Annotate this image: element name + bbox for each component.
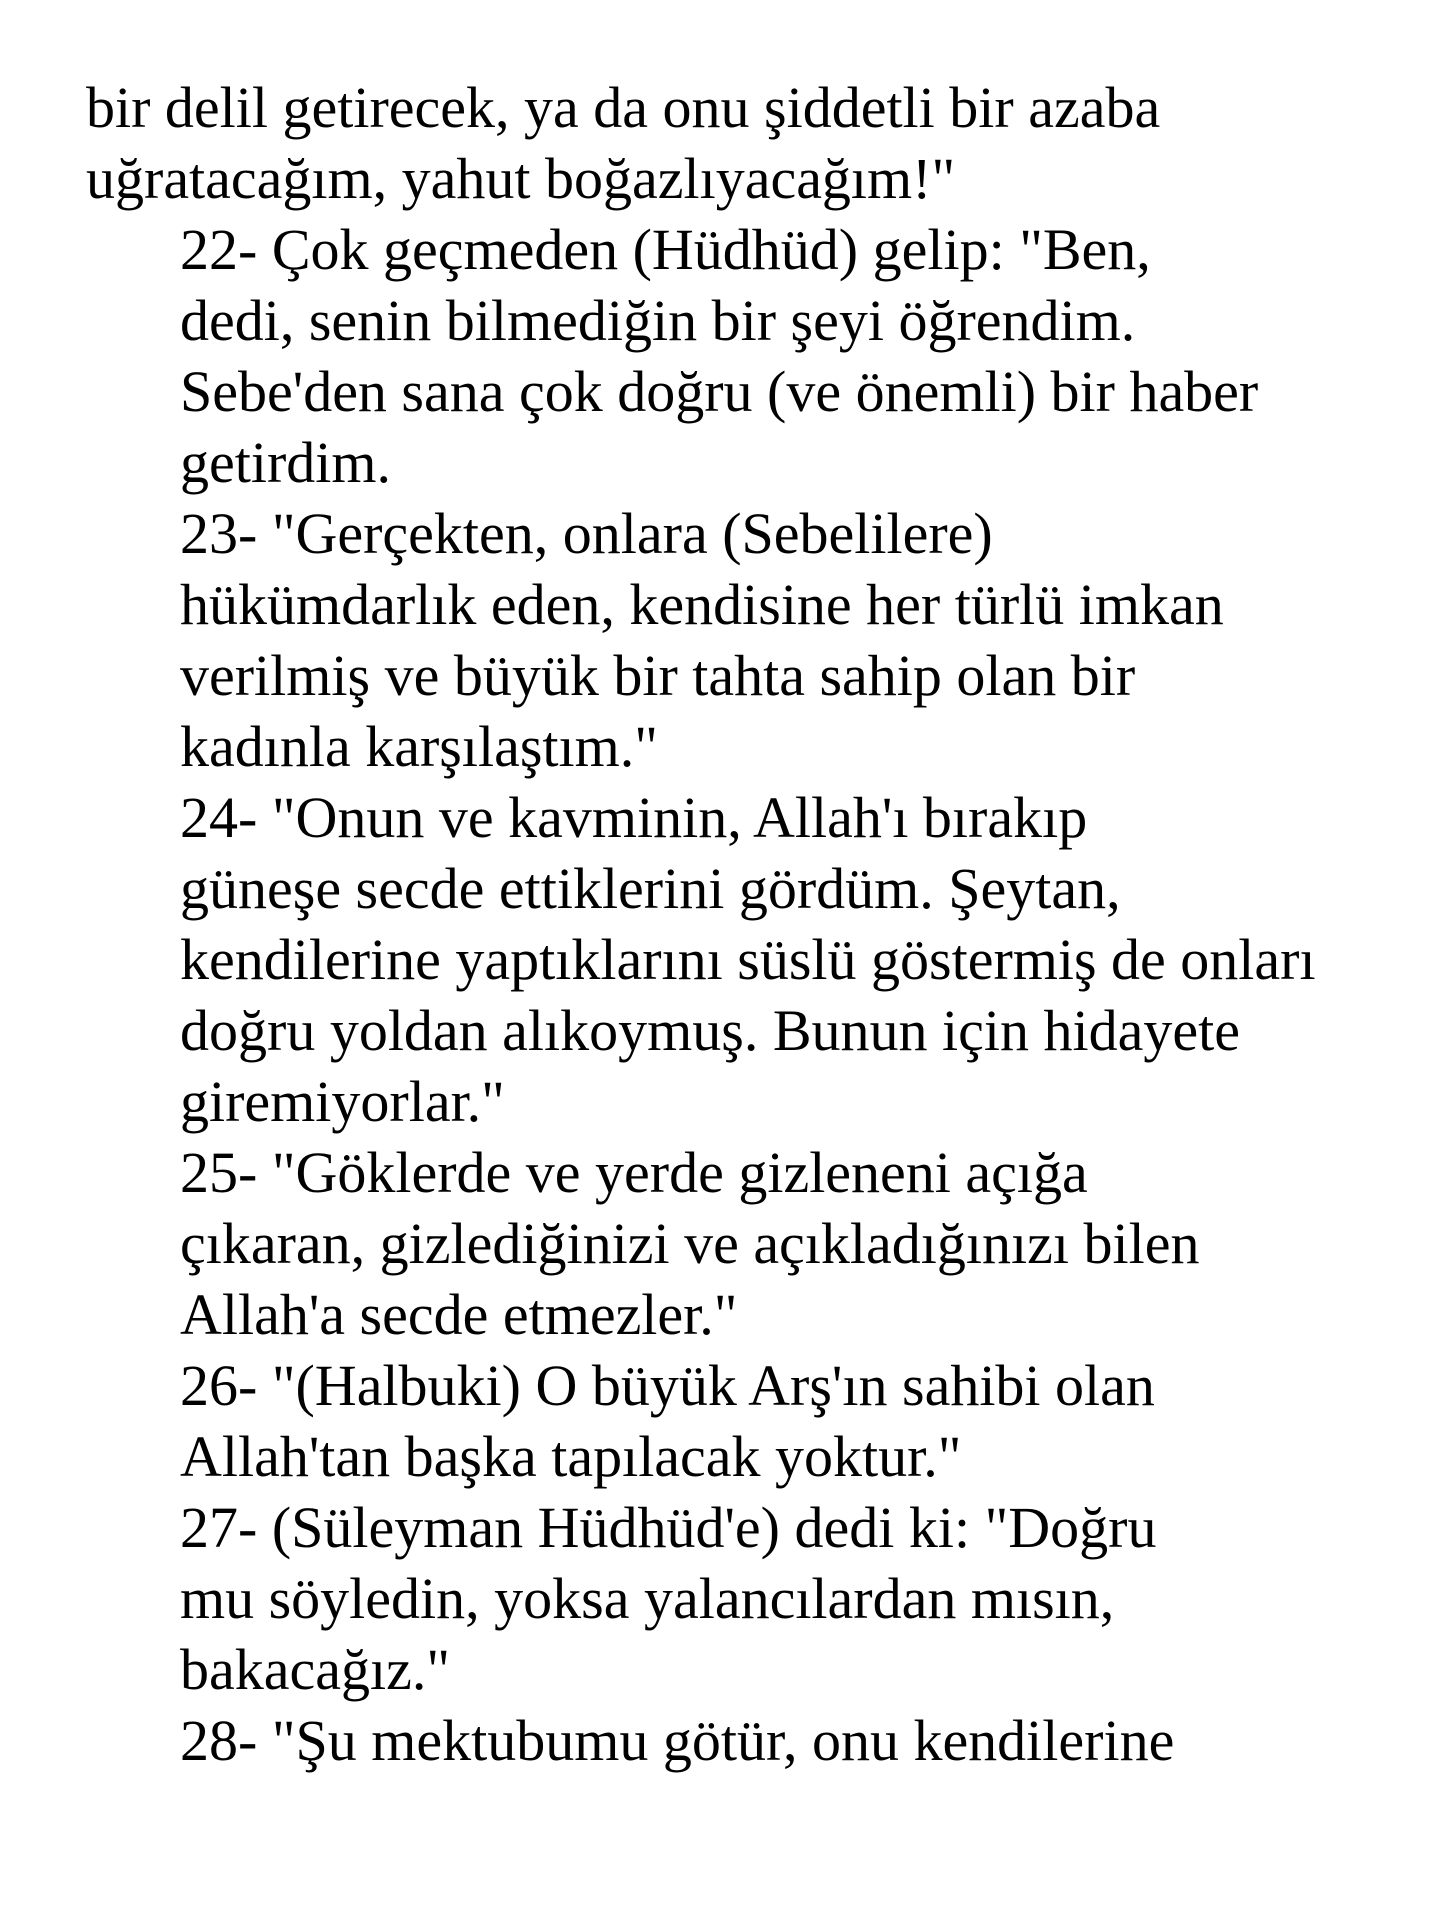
text-line: dedi, senin bilmediğin bir şeyi öğrendim.	[180, 288, 1136, 353]
text-line: doğru yoldan alıkoymuş. Bunun için hidayete	[180, 998, 1240, 1063]
text-line: getirdim.	[180, 430, 392, 495]
text-line: hükümdarlık eden, kendisine her türlü imkan	[180, 572, 1224, 637]
text-line: Sebe'den sana çok doğru (ve önemli) bir haber	[180, 359, 1259, 424]
verse-27	[86, 1492, 1416, 1705]
text-line: çıkaran, gizlediğinizi ve açıkladığınızı bilen	[180, 1211, 1200, 1276]
text-line: bakacağız."	[180, 1637, 451, 1702]
verse-24	[86, 782, 1416, 1137]
text-line: giremiyorlar."	[180, 1069, 505, 1134]
text-line: uğratacağım, yahut boğazlıyacağım!"	[86, 146, 956, 211]
text-line: Allah'tan başka tapılacak yoktur."	[180, 1424, 962, 1489]
verse-26	[86, 1350, 1416, 1492]
text-line: bir delil getirecek, ya da onu şiddetli bir azaba	[86, 75, 1161, 140]
verse-25	[86, 1137, 1416, 1350]
text-line: 26- "(Halbuki) O büyük Arş'ın sahibi olan	[180, 1353, 1155, 1418]
text-line: verilmiş ve büyük bir tahta sahip olan bir	[180, 643, 1136, 708]
text-line: 24- "Onun ve kavminin, Allah'ı bırakıp	[180, 785, 1088, 850]
text-line: kadınla karşılaştım."	[180, 714, 658, 779]
verse-23	[86, 498, 1416, 782]
verse-22	[86, 214, 1416, 498]
paragraph-continuation	[86, 72, 1416, 214]
verse-28	[86, 1705, 1416, 1776]
text-line: mu söyledin, yoksa yalancılardan mısın,	[180, 1566, 1115, 1631]
text-line: 25- "Göklerde ve yerde gizleneni açığa	[180, 1140, 1088, 1205]
text-line: 22- Çok geçmeden (Hüdhüd) gelip: "Ben,	[180, 217, 1151, 282]
text-line: 28- "Şu mektubumu götür, onu kendilerine	[180, 1708, 1175, 1773]
text-line: Allah'a secde etmezler."	[180, 1282, 738, 1347]
text-line: 27- (Süleyman Hüdhüd'e) dedi ki: "Doğru	[180, 1495, 1157, 1560]
body-text	[86, 72, 1416, 1776]
text-line: güneşe secde ettiklerini gördüm. Şeytan,	[180, 856, 1121, 921]
text-line: kendilerine yaptıklarını süslü göstermiş de onları	[180, 927, 1316, 992]
text-line: 23- "Gerçekten, onlara (Sebelilere)	[180, 501, 993, 566]
